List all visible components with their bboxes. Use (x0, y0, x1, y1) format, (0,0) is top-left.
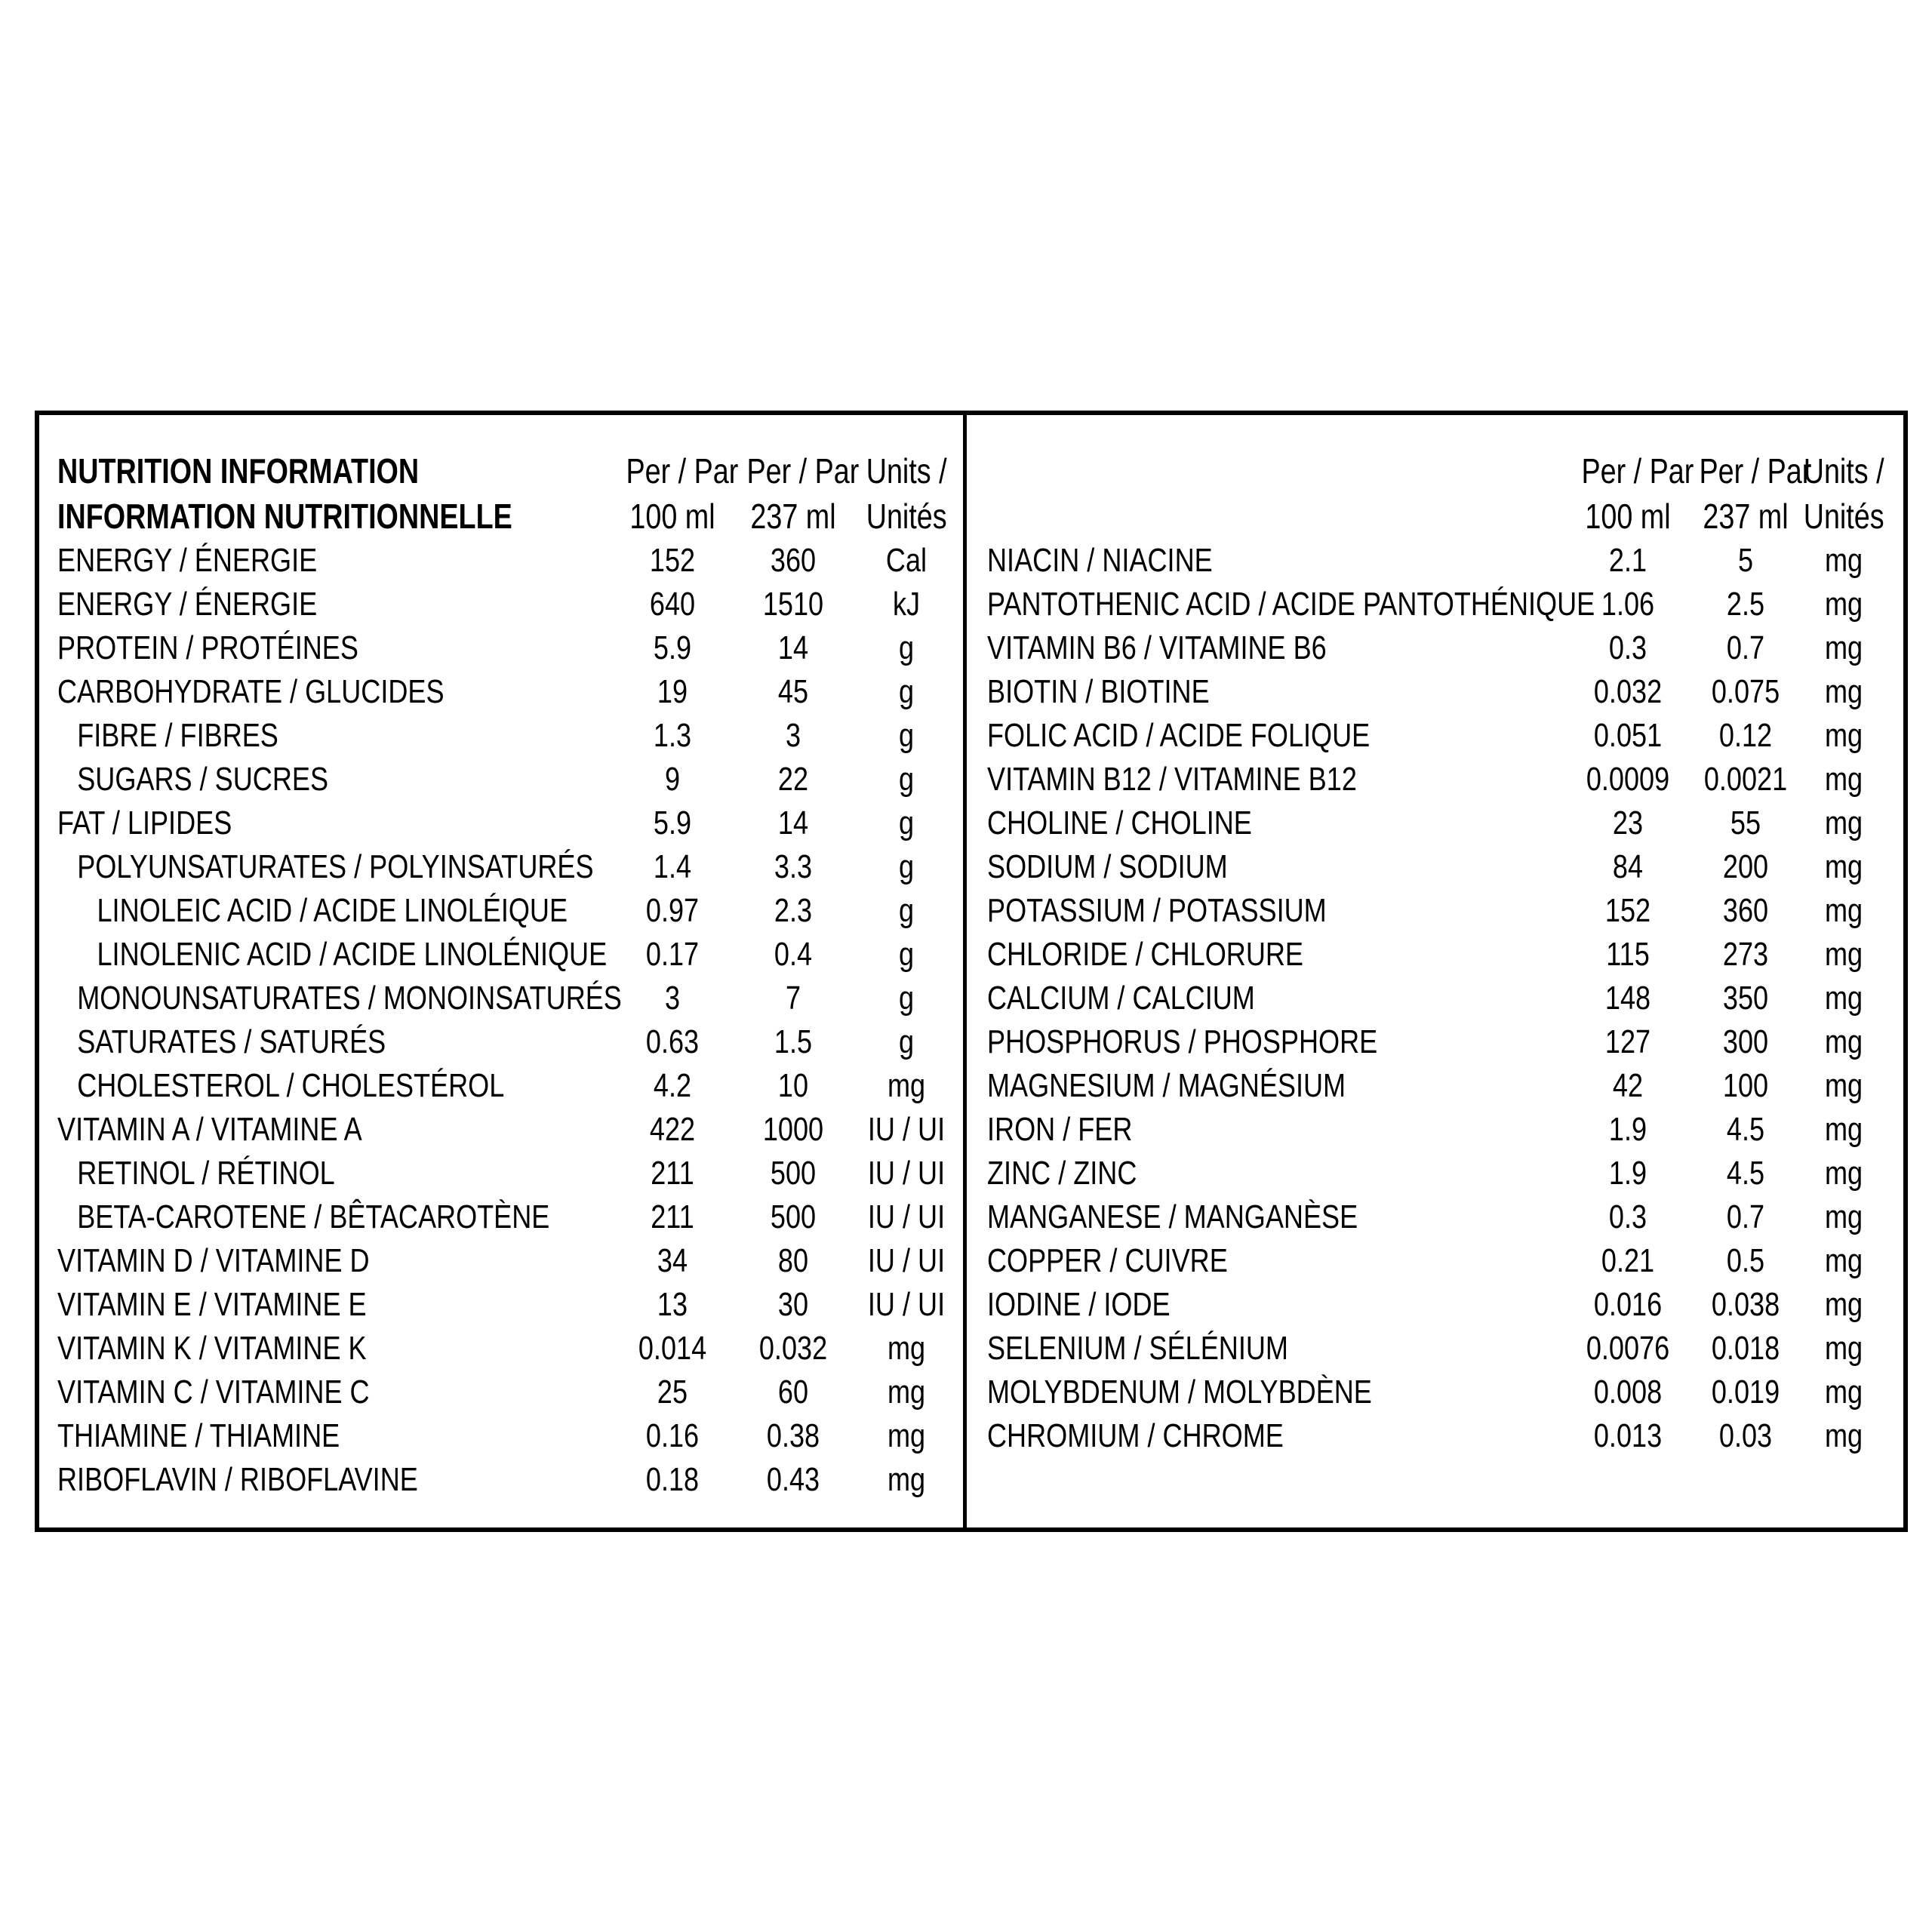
unit: g (898, 936, 915, 973)
value-per-237ml: 22 (777, 761, 809, 798)
value-per-100ml: 23 (1612, 804, 1644, 841)
value-per-100ml: 19 (657, 673, 688, 710)
unit: mg (1824, 1417, 1863, 1454)
unit: mg (1824, 1330, 1863, 1367)
value-per-100ml: 0.3 (1608, 1198, 1647, 1235)
nutrient-name: POLYUNSATURATES / POLYINSATURÉS (77, 848, 594, 885)
nutrient-name: VITAMIN K / VITAMINE K (57, 1330, 367, 1367)
unit: mg (1824, 761, 1863, 798)
value-per-237ml: 3 (785, 717, 801, 754)
value-per-237ml: 300 (1722, 1023, 1769, 1060)
value-per-237ml: 80 (777, 1242, 809, 1279)
nutrient-name: VITAMIN B6 / VITAMINE B6 (987, 629, 1327, 666)
value-per-237ml: 3.3 (774, 848, 813, 885)
nutrition-panel (35, 411, 1908, 1532)
value-per-100ml: 0.051 (1593, 717, 1663, 754)
value-per-237ml: 1000 (762, 1111, 824, 1148)
value-per-100ml: 34 (657, 1242, 688, 1279)
unit: mg (1824, 1374, 1863, 1411)
unit: mg (1824, 1286, 1863, 1323)
nutrient-name: MONOUNSATURATES / MONOINSATURÉS (77, 980, 622, 1017)
value-per-100ml: 9 (664, 761, 681, 798)
nutrient-name: ENERGY / ÉNERGIE (57, 586, 318, 623)
nutrient-name: PROTEIN / PROTÉINES (57, 629, 358, 666)
value-per-237ml: 0.43 (766, 1461, 820, 1498)
nutrient-name: BETA-CAROTENE / BÊTACAROTÈNE (77, 1198, 550, 1235)
column-divider (963, 415, 967, 1527)
value-per-100ml: 211 (651, 1198, 694, 1235)
value-per-237ml: 360 (1722, 892, 1769, 929)
right-header-units-top: Units / (1803, 451, 1884, 491)
value-per-100ml: 42 (1612, 1067, 1644, 1104)
value-per-237ml: 14 (777, 629, 809, 666)
value-per-237ml: 0.019 (1711, 1374, 1780, 1411)
nutrient-name: VITAMIN E / VITAMINE E (57, 1286, 367, 1323)
title-en: NUTRITION INFORMATION (57, 451, 420, 491)
unit: mg (887, 1067, 926, 1104)
value-per-100ml: 1.4 (653, 848, 692, 885)
value-per-100ml: 0.013 (1593, 1417, 1663, 1454)
nutrient-name: SELENIUM / SÉLÉNIUM (987, 1330, 1288, 1367)
nutrient-name: CHROMIUM / CHROME (987, 1417, 1284, 1454)
unit: mg (887, 1461, 926, 1498)
value-per-100ml: 0.16 (645, 1417, 700, 1454)
unit: g (898, 804, 915, 841)
value-per-100ml: 5.9 (653, 629, 692, 666)
nutrient-name: CARBOHYDRATE / GLUCIDES (57, 673, 445, 710)
header-per237-top: Per / Par (746, 451, 860, 491)
value-per-100ml: 0.016 (1593, 1286, 1663, 1323)
unit: mg (1824, 1111, 1863, 1148)
value-per-100ml: 0.0076 (1586, 1330, 1670, 1367)
unit: g (898, 761, 915, 798)
value-per-100ml: 1.9 (1608, 1111, 1647, 1148)
nutrient-name: COPPER / CUIVRE (987, 1242, 1228, 1279)
value-per-100ml: 148 (1604, 980, 1651, 1017)
value-per-100ml: 13 (657, 1286, 688, 1323)
header-units-bottom: Unités (866, 497, 947, 536)
nutrient-name: RETINOL / RÉTINOL (77, 1155, 335, 1192)
value-per-237ml: 360 (770, 542, 817, 579)
value-per-100ml: 2.1 (1608, 542, 1647, 579)
unit: mg (1824, 1198, 1863, 1235)
nutrient-name: MAGNESIUM / MAGNÉSIUM (987, 1067, 1346, 1104)
value-per-237ml: 30 (777, 1286, 809, 1323)
value-per-100ml: 0.008 (1593, 1374, 1663, 1411)
value-per-100ml: 640 (649, 586, 696, 623)
value-per-100ml: 84 (1612, 848, 1644, 885)
value-per-100ml: 0.18 (645, 1461, 700, 1498)
value-per-100ml: 0.17 (645, 936, 700, 973)
unit: IU / UI (867, 1286, 946, 1323)
value-per-100ml: 115 (1606, 936, 1650, 973)
value-per-100ml: 5.9 (653, 804, 692, 841)
value-per-237ml: 60 (777, 1374, 809, 1411)
unit: IU / UI (867, 1111, 946, 1148)
value-per-100ml: 1.06 (1601, 586, 1655, 623)
nutrient-name: FIBRE / FIBRES (77, 717, 278, 754)
unit: g (898, 629, 915, 666)
value-per-100ml: 422 (649, 1111, 696, 1148)
unit: mg (887, 1417, 926, 1454)
value-per-100ml: 0.97 (645, 892, 700, 929)
value-per-237ml: 0.075 (1711, 673, 1780, 710)
unit: kJ (892, 586, 921, 623)
value-per-237ml: 0.5 (1726, 1242, 1765, 1279)
value-per-237ml: 0.7 (1726, 1198, 1765, 1235)
value-per-237ml: 0.4 (774, 936, 813, 973)
unit: mg (887, 1330, 926, 1367)
nutrient-name: MOLYBDENUM / MOLYBDÈNE (987, 1374, 1372, 1411)
value-per-237ml: 7 (785, 980, 801, 1017)
nutrient-name: VITAMIN B12 / VITAMINE B12 (987, 761, 1357, 798)
unit: mg (1824, 1155, 1863, 1192)
nutrient-name: IODINE / IODE (987, 1286, 1171, 1323)
nutrient-name: BIOTIN / BIOTINE (987, 673, 1210, 710)
value-per-237ml: 4.5 (1726, 1155, 1765, 1192)
value-per-237ml: 1.5 (774, 1023, 813, 1060)
nutrient-name: ENERGY / ÉNERGIE (57, 542, 318, 579)
nutrient-name: IRON / FER (987, 1111, 1133, 1148)
nutrient-name: LINOLENIC ACID / ACIDE LINOLÉNIQUE (97, 936, 608, 973)
unit: g (898, 1023, 915, 1060)
unit: mg (1824, 848, 1863, 885)
value-per-237ml: 0.7 (1726, 629, 1765, 666)
nutrient-name: SUGARS / SUCRES (77, 761, 329, 798)
title-fr: INFORMATION NUTRITIONNELLE (57, 497, 512, 536)
value-per-100ml: 152 (649, 542, 696, 579)
unit: g (898, 673, 915, 710)
value-per-237ml: 1510 (762, 586, 824, 623)
value-per-237ml: 0.018 (1711, 1330, 1780, 1367)
nutrient-name: MANGANESE / MANGANÈSE (987, 1198, 1358, 1235)
nutrient-name: VITAMIN D / VITAMINE D (57, 1242, 370, 1279)
nutrient-name: CHOLESTEROL / CHOLESTÉROL (77, 1067, 505, 1104)
unit: mg (1824, 629, 1863, 666)
unit: mg (1824, 717, 1863, 754)
nutrient-name: FOLIC ACID / ACIDE FOLIQUE (987, 717, 1371, 754)
value-per-237ml: 0.38 (766, 1417, 820, 1454)
value-per-237ml: 45 (777, 673, 809, 710)
value-per-100ml: 0.63 (645, 1023, 700, 1060)
unit: mg (1824, 804, 1863, 841)
unit: IU / UI (867, 1198, 946, 1235)
nutrient-name: THIAMINE / THIAMINE (57, 1417, 340, 1454)
value-per-237ml: 5 (1737, 542, 1754, 579)
value-per-100ml: 127 (1604, 1023, 1651, 1060)
unit: mg (1824, 1067, 1863, 1104)
nutrient-name: ZINC / ZINC (987, 1155, 1137, 1192)
right-header-per100-bottom: 100 ml (1585, 497, 1671, 536)
nutrient-name: VITAMIN A / VITAMINE A (57, 1111, 362, 1148)
nutrient-name: CHLORIDE / CHLORURE (987, 936, 1303, 973)
unit: g (898, 980, 915, 1017)
nutrient-name: NIACIN / NIACINE (987, 542, 1213, 579)
value-per-237ml: 100 (1722, 1067, 1769, 1104)
value-per-100ml: 0.014 (638, 1330, 707, 1367)
unit: mg (1824, 1023, 1863, 1060)
value-per-100ml: 0.3 (1608, 629, 1647, 666)
unit: g (898, 717, 915, 754)
unit: g (898, 848, 915, 885)
nutrient-name: VITAMIN C / VITAMINE C (57, 1374, 370, 1411)
value-per-100ml: 0.21 (1601, 1242, 1655, 1279)
unit: mg (1824, 542, 1863, 579)
value-per-237ml: 0.03 (1718, 1417, 1773, 1454)
value-per-237ml: 350 (1722, 980, 1769, 1017)
nutrient-name: PHOSPHORUS / PHOSPHORE (987, 1023, 1378, 1060)
value-per-237ml: 14 (777, 804, 809, 841)
value-per-100ml: 0.0009 (1586, 761, 1670, 798)
value-per-100ml: 211 (651, 1155, 694, 1192)
unit: g (898, 892, 915, 929)
value-per-237ml: 0.038 (1711, 1286, 1780, 1323)
header-per100-top: Per / Par (626, 451, 739, 491)
header-per100-bottom: 100 ml (629, 497, 715, 536)
value-per-100ml: 4.2 (653, 1067, 692, 1104)
right-header-per100-top: Per / Par (1581, 451, 1694, 491)
unit: mg (1824, 586, 1863, 623)
header-units-top: Units / (866, 451, 947, 491)
nutrient-name: RIBOFLAVIN / RIBOFLAVINE (57, 1461, 418, 1498)
nutrient-name: CHOLINE / CHOLINE (987, 804, 1252, 841)
nutrient-name: POTASSIUM / POTASSIUM (987, 892, 1327, 929)
value-per-237ml: 500 (770, 1155, 817, 1192)
value-per-100ml: 1.3 (653, 717, 692, 754)
value-per-237ml: 2.5 (1726, 586, 1765, 623)
value-per-237ml: 4.5 (1726, 1111, 1765, 1148)
unit: mg (1824, 980, 1863, 1017)
unit: mg (1824, 673, 1863, 710)
value-per-237ml: 10 (777, 1067, 809, 1104)
value-per-237ml: 200 (1722, 848, 1769, 885)
nutrient-name: LINOLEIC ACID / ACIDE LINOLÉIQUE (97, 892, 568, 929)
value-per-100ml: 1.9 (1608, 1155, 1647, 1192)
value-per-237ml: 0.0021 (1703, 761, 1788, 798)
right-header-per237-top: Per / Par (1699, 451, 1812, 491)
value-per-237ml: 273 (1722, 936, 1769, 973)
value-per-237ml: 500 (770, 1198, 817, 1235)
nutrient-name: SODIUM / SODIUM (987, 848, 1228, 885)
unit: mg (1824, 1242, 1863, 1279)
unit: mg (887, 1374, 926, 1411)
value-per-100ml: 25 (657, 1374, 688, 1411)
value-per-100ml: 0.032 (1593, 673, 1663, 710)
right-header-per237-bottom: 237 ml (1703, 497, 1789, 536)
value-per-237ml: 0.12 (1718, 717, 1773, 754)
right-header-units-bottom: Unités (1803, 497, 1884, 536)
unit: mg (1824, 936, 1863, 973)
unit: mg (1824, 892, 1863, 929)
header-per237-bottom: 237 ml (750, 497, 836, 536)
nutrient-name: SATURATES / SATURÉS (77, 1023, 386, 1060)
nutrient-name: PANTOTHENIC ACID / ACIDE PANTOTHÉNIQUE (987, 586, 1595, 623)
value-per-100ml: 3 (664, 980, 681, 1017)
unit: IU / UI (867, 1242, 946, 1279)
value-per-100ml: 152 (1604, 892, 1651, 929)
nutrient-name: FAT / LIPIDES (57, 804, 232, 841)
nutrient-name: CALCIUM / CALCIUM (987, 980, 1255, 1017)
unit: IU / UI (867, 1155, 946, 1192)
value-per-237ml: 0.032 (758, 1330, 828, 1367)
value-per-237ml: 2.3 (774, 892, 813, 929)
value-per-237ml: 55 (1730, 804, 1761, 841)
unit: Cal (885, 542, 928, 579)
